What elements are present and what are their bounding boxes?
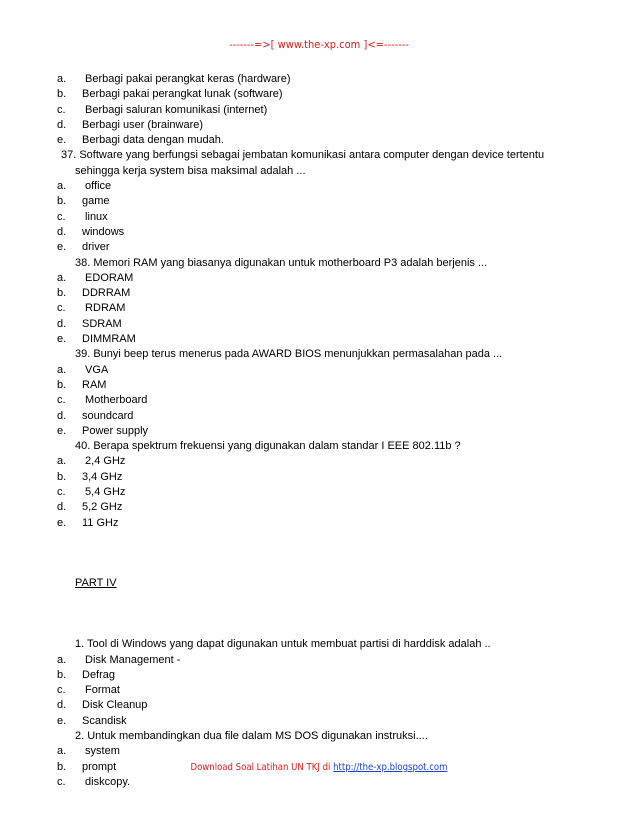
section-heading: PART IV [75, 576, 117, 589]
option-row [57, 775, 597, 790]
option-row [57, 500, 597, 515]
option-letter: e. [57, 333, 67, 346]
option-text: SDRAM [82, 317, 122, 330]
option-row [57, 668, 597, 683]
option-letter: c. [57, 684, 66, 697]
option-letter: a. [57, 455, 67, 468]
question-text: 37. Software yang berfungsi sebagai jembatan komunikasi antara computer dengan device tertentu [61, 149, 545, 162]
option-letter: b. [57, 760, 67, 773]
option-letter: e. [57, 516, 67, 529]
option-text: Power supply [82, 424, 149, 437]
question-39 [57, 347, 597, 439]
option-row [57, 683, 597, 698]
option-row [57, 516, 597, 531]
option-text: game [82, 195, 110, 208]
option-text: Defrag [82, 668, 116, 681]
part4-question-2 [57, 729, 597, 790]
option-letter: a. [57, 271, 67, 284]
option-row [57, 424, 597, 439]
option-text: Motherboard [82, 394, 148, 407]
option-letter: e. [57, 241, 67, 254]
option-letter: b. [57, 470, 67, 483]
option-text: system [82, 745, 120, 758]
option-row [57, 363, 597, 378]
option-row [57, 317, 597, 332]
option-text: Disk Cleanup [82, 699, 148, 712]
question-text: 1. Tool di Windows yang dapat digunakan untuk membuat partisi di harddisk adalah .. [75, 638, 491, 651]
option-text: RAM [82, 378, 107, 391]
option-letter: a. [57, 73, 67, 85]
option-row [57, 470, 597, 485]
option-letter: d. [57, 225, 67, 238]
option-letter: c. [57, 486, 66, 499]
page-header: -------=>[ www.the-xp.com ]<=------- [229, 38, 409, 51]
option-letter: a. [57, 363, 67, 376]
option-letter: a. [57, 745, 67, 758]
option-letter: c. [57, 103, 66, 116]
option-row [57, 744, 597, 759]
option-letter: b. [57, 88, 67, 101]
option-letter: b. [57, 195, 67, 208]
option-letter: c. [57, 775, 66, 788]
question-40 [57, 439, 597, 531]
option-letter: d. [57, 317, 67, 330]
option-letter: d. [57, 409, 67, 422]
option-text: diskcopy. [82, 775, 131, 788]
option-text: EDORAM [82, 271, 134, 284]
option-letter: d. [57, 118, 67, 131]
option-text: soundcard [82, 409, 134, 422]
option-row [57, 653, 597, 668]
option-row [57, 210, 597, 225]
option-row [57, 332, 597, 347]
option-text: Format [82, 684, 120, 697]
option-letter: b. [57, 668, 67, 681]
option-row [57, 103, 597, 118]
option-text: Berbagi pakai perangkat lunak (software) [82, 88, 283, 101]
question-38 [57, 256, 597, 348]
option-row [57, 118, 597, 133]
option-text: Scandisk [82, 714, 127, 727]
option-text: office [82, 180, 112, 193]
option-row [57, 286, 597, 301]
document-body [57, 72, 597, 790]
option-row [57, 698, 597, 713]
question-text: 2. Untuk membandingkan dua file dalam MS DOS digunakan instruksi.... [75, 729, 428, 742]
option-text: Berbagi saluran komunikasi (internet) [82, 103, 268, 116]
option-row [57, 454, 597, 469]
option-letter: c. [57, 210, 66, 223]
question-text: 40. Berapa spektrum frekuensi yang digunakan dalam standar I EEE 802.11b ? [75, 440, 461, 453]
option-letter: a. [57, 180, 67, 193]
option-text: Berbagi user (brainware) [82, 118, 204, 131]
option-row [57, 87, 597, 102]
option-row [57, 301, 597, 316]
option-text: windows [82, 225, 125, 238]
question-text-continued: sehingga kerja system bisa maksimal adalah ... [75, 164, 306, 177]
option-text: linux [82, 210, 108, 223]
option-text: driver [82, 241, 110, 254]
option-row [57, 409, 597, 424]
question-36-options [57, 72, 597, 148]
option-text: RDRAM [82, 302, 126, 315]
option-letter: d. [57, 699, 67, 712]
option-letter: c. [57, 302, 66, 315]
option-row [57, 133, 597, 148]
option-text: DDRRAM [82, 287, 131, 300]
option-text: VGA [82, 363, 109, 376]
option-letter: e. [57, 424, 67, 437]
option-text: Berbagi pakai perangkat keras (hardware) [82, 73, 291, 85]
option-text: 5,2 GHz [82, 501, 123, 514]
option-row [57, 194, 597, 209]
option-row [57, 714, 597, 729]
option-letter: d. [57, 501, 67, 514]
footer-link[interactable]: http://the-xp.blogspot.com [333, 762, 448, 773]
question-text: 38. Memori RAM yang biasanya digunakan untuk motherboard P3 adalah berjenis ... [75, 256, 488, 269]
option-row [57, 271, 597, 286]
option-text: 3,4 GHz [82, 470, 123, 483]
question-text: 39. Bunyi beep terus menerus pada AWARD BIOS menunjukkan permasalahan pada ... [75, 348, 503, 361]
option-text: prompt [82, 760, 117, 773]
option-row [57, 72, 597, 87]
question-37 [57, 148, 597, 255]
option-row [57, 240, 597, 255]
option-text: 5,4 GHz [82, 486, 126, 499]
option-letter: e. [57, 134, 67, 147]
part4-question-1 [57, 637, 597, 729]
option-letter: b. [57, 378, 67, 391]
option-letter: e. [57, 714, 67, 727]
option-letter: a. [57, 653, 67, 666]
option-row [57, 179, 597, 194]
option-text: DIMMRAM [82, 333, 136, 346]
option-text: Disk Management - [82, 653, 181, 666]
option-letter: b. [57, 287, 67, 300]
footer-text: Download Soal Latihan UN TKJ di [190, 762, 334, 773]
option-row [57, 485, 597, 500]
page-footer [0, 762, 638, 773]
option-text: 2,4 GHz [82, 455, 126, 468]
option-letter: c. [57, 394, 66, 407]
option-text: Berbagi data dengan mudah. [82, 134, 224, 147]
option-text: 11 GHz [82, 516, 119, 529]
option-row [57, 225, 597, 240]
option-row [57, 393, 597, 408]
option-row [57, 378, 597, 393]
